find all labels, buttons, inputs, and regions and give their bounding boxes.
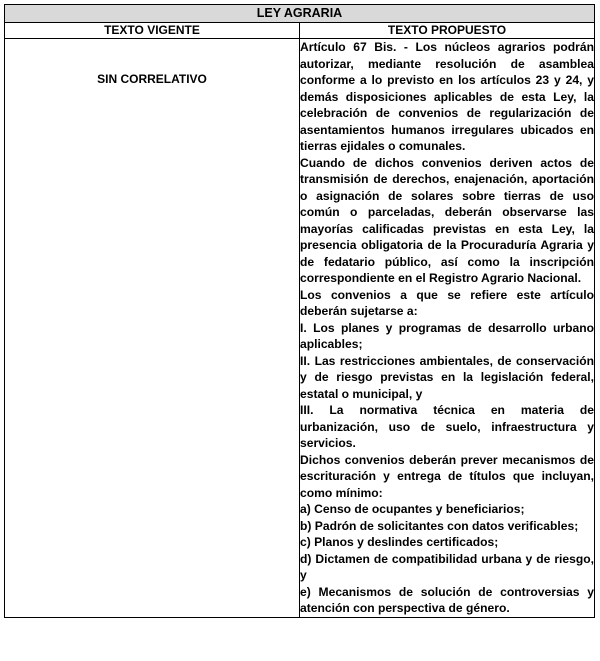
proposed-paragraph: a) Censo de ocupantes y beneficiarios;	[300, 502, 525, 516]
proposed-paragraph: d) Dictamen de compatibilidad urbana y de riesgo, y	[300, 551, 594, 582]
current-text: SIN CORRELATIVO	[97, 72, 207, 86]
title-row	[5, 5, 595, 23]
proposed-paragraph: III. La normativa técnica en materia de urbanización, uso de suelo, infraestructura y servicios.	[300, 403, 594, 450]
proposed-paragraph: Dichos convenios deberán prever mecanismos de escrituración y entrega de títulos que incluyan, como mínimo:	[300, 452, 594, 500]
column-header-row	[5, 23, 595, 39]
proposed-paragraph: I. Los planes y programas de desarrollo urbano aplicables;	[300, 320, 594, 351]
proposed-text-cell	[300, 39, 595, 618]
proposed-paragraph: e) Mecanismos de solución de controversias y atención con perspectiva de género.	[300, 584, 594, 615]
proposed-paragraph: Los convenios a que se refiere este artículo deberán sujetarse a:	[300, 287, 594, 318]
proposed-paragraph: II. Las restricciones ambientales, de conservación y de riesgo previstas en la legislación federal, estatal o municipal, y	[300, 353, 594, 401]
proposed-paragraph: Cuando de dichos convenios deriven actos de transmisión de derechos, enajenación, aportación o asignación de solares sobre tierras de uso común o parceladas, deberán observarse las mayorías calificadas previstas en esta Ley, la presencia obligatoria de la Procuraduría Agraria y de fedatario público, así como la inscripción correspondiente en el Registro Agrario Nacional.	[300, 155, 594, 285]
comparison-table	[4, 4, 595, 618]
column-header-proposed: TEXTO PROPUESTO	[300, 23, 595, 39]
column-header-current: TEXTO VIGENTE	[5, 23, 300, 39]
proposed-paragraph: b) Padrón de solicitantes con datos verificables;	[300, 518, 579, 533]
proposed-paragraph: c) Planos y deslindes certificados;	[300, 535, 499, 549]
current-text-cell	[5, 39, 300, 618]
table-title: LEY AGRARIA	[5, 5, 595, 23]
content-row	[5, 39, 595, 618]
proposed-paragraph: Artículo 67 Bis. - Los núcleos agrarios podrán autorizar, mediante resolución de asamblea conforme a lo previsto en los artículos 23 y 24, y demás disposiciones aplicables de esta Ley, la celebración de convenios de regularización de asentamientos humanos irregulares ubicados en tierras ejidales o comunales.	[300, 40, 594, 153]
